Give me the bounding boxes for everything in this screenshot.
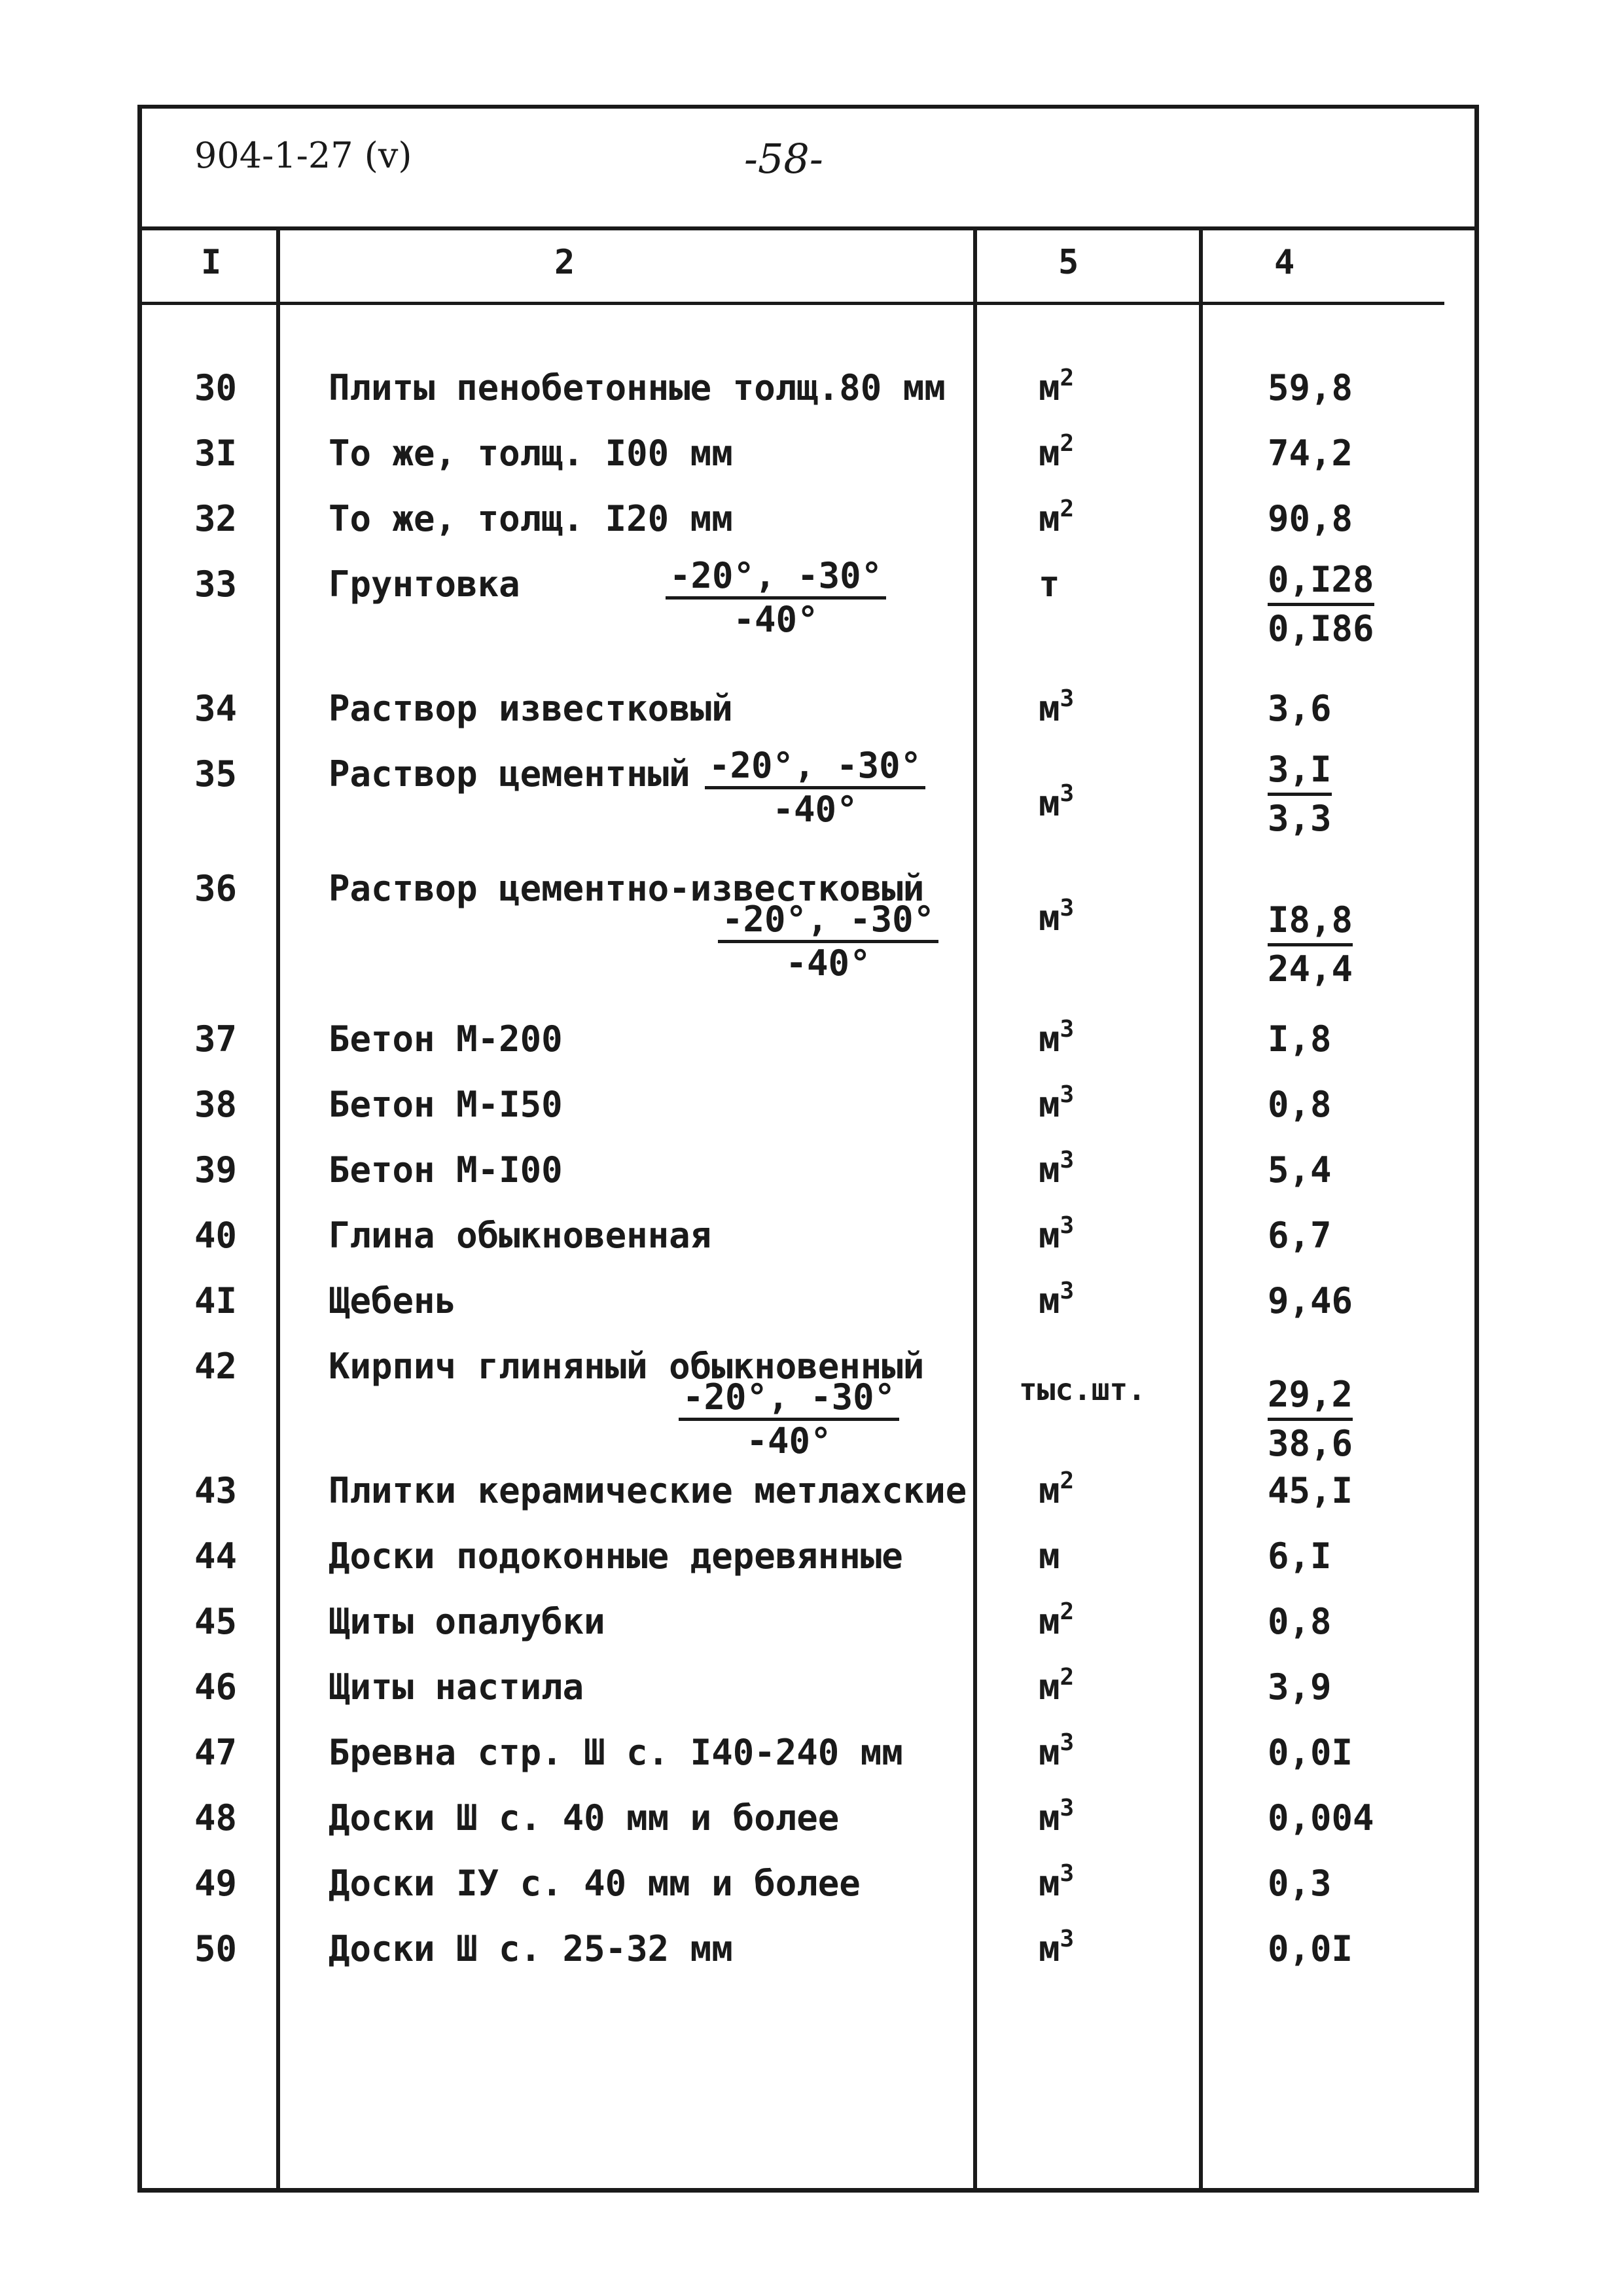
quantity-fraction [1268,557,1374,652]
material-name: Щиты опалубки [329,1601,605,1642]
unit-of-measure: м [1039,1535,1060,1577]
material-name: Доски Ш с. 40 мм и более [329,1797,840,1839]
temperature-range: -20°, -30° [705,745,925,789]
material-name: Раствор цементный [329,753,690,795]
temperature-fraction [666,556,886,640]
row-number: 42 [194,1346,238,1387]
quantity-fraction [1268,897,1353,992]
row-number: 43 [194,1470,238,1511]
unit-of-measure: $м^2$ [1039,1664,1075,1708]
material-name: Щебень [329,1280,457,1321]
temperature-fraction [679,1377,899,1462]
unit-of-measure: $м^3$ [1039,895,1075,939]
unit-of-measure: $м^3$ [1039,1795,1075,1839]
unit-of-measure: $м^3$ [1039,1081,1075,1125]
quantity: 59,8 [1268,367,1353,408]
row-number: 3I [194,433,238,474]
column-header-unit: 5 [1058,243,1079,282]
temperature-low: -40° [785,942,871,984]
material-table-body [142,109,1474,2188]
quantity-normal: 0,I28 [1268,557,1374,606]
temperature-range: -20°, -30° [718,899,938,943]
unit-of-measure: $м^3$ [1039,1016,1075,1060]
material-name: Бетон М-I00 [329,1149,563,1191]
row-number: 39 [194,1149,238,1191]
quantity-fraction [1268,1372,1353,1467]
unit-of-measure: $м^3$ [1039,1278,1075,1321]
quantity: I,8 [1268,1018,1332,1060]
quantity: 6,7 [1268,1215,1332,1256]
unit-of-measure: $м^3$ [1039,1729,1075,1773]
unit-of-measure: $м^3$ [1039,1926,1075,1969]
row-number: 49 [194,1863,238,1904]
material-name: Бревна стр. Ш с. I40-240 мм [329,1732,903,1773]
temperature-low: -40° [746,1420,832,1462]
material-name: Доски Ш с. 25-32 мм [329,1928,733,1969]
row-number: 30 [194,367,238,408]
material-name: Плиты пенобетонные толщ.80 мм [329,367,946,408]
row-number: 40 [194,1215,238,1256]
unit-of-measure: $м^3$ [1039,685,1075,729]
document-code: 904-1-27 (v) [194,135,412,176]
temperature-fraction [718,899,938,984]
quantity: 0,3 [1268,1863,1332,1904]
temperature-range: -20°, -30° [679,1377,899,1421]
temperature-fraction [705,745,925,830]
quantity: 0,8 [1268,1601,1332,1642]
row-number: 36 [194,868,238,909]
temperature-range: -20°, -30° [666,556,886,600]
material-name: Кирпич глиняный обыкновенный [329,1346,925,1387]
row-number: 38 [194,1084,238,1125]
row-number: 47 [194,1732,238,1773]
quantity: 6,I [1268,1535,1332,1577]
material-name: Доски IУ с. 40 мм и более [329,1863,861,1904]
unit-of-measure: $м^3$ [1039,1860,1075,1904]
row-number: 34 [194,688,238,729]
row-number: 46 [194,1666,238,1708]
material-name: Раствор известковый [329,688,733,729]
row-number: 44 [194,1535,238,1577]
unit-of-measure: $м^2$ [1039,365,1075,408]
quantity-normal: 29,2 [1268,1372,1353,1421]
material-name: Раствор цементно-известковый [329,868,925,909]
quantity-fraction [1268,747,1332,842]
row-number: 48 [194,1797,238,1839]
quantity: 0,004 [1268,1797,1374,1839]
material-name: Грунтовка [329,564,520,605]
material-name: Глина обыкновенная [329,1215,712,1256]
quantity: 3,6 [1268,688,1332,729]
material-name: Доски подоконные деревянные [329,1535,903,1577]
quantity: 5,4 [1268,1149,1332,1191]
quantity-normal: I8,8 [1268,897,1353,946]
quantity: 90,8 [1268,498,1353,539]
quantity-cold: 24,4 [1268,948,1353,990]
quantity-cold: 38,6 [1268,1423,1353,1464]
unit-of-measure: $м^3$ [1039,1212,1075,1256]
temperature-low: -40° [733,599,819,640]
column-header-name: 2 [554,243,575,282]
quantity-cold: 3,3 [1268,798,1332,839]
table-frame [137,105,1479,2193]
material-name: Бетон М-200 [329,1018,563,1060]
material-name: Щиты настила [329,1666,584,1708]
unit-of-measure: $м^2$ [1039,495,1075,539]
row-number: 35 [194,753,238,795]
material-name: Бетон М-I50 [329,1084,563,1125]
quantity: 0,0I [1268,1928,1353,1969]
quantity: 0,0I [1268,1732,1353,1773]
unit-of-measure: тыс.шт. [1019,1372,1146,1407]
row-number: 37 [194,1018,238,1060]
quantity: 0,8 [1268,1084,1332,1125]
unit-of-measure: т [1039,564,1060,605]
quantity-normal: 3,I [1268,747,1332,796]
quantity: 3,9 [1268,1666,1332,1708]
quantity: 9,46 [1268,1280,1353,1321]
row-number: 50 [194,1928,238,1969]
column-header-quantity: 4 [1274,243,1295,282]
quantity: 45,I [1268,1470,1353,1511]
unit-of-measure: $м^3$ [1039,780,1075,824]
page-number: -58- [744,135,823,183]
row-number: 4I [194,1280,238,1321]
quantity-cold: 0,I86 [1268,608,1374,649]
unit-of-measure: $м^2$ [1039,430,1075,474]
material-name: То же, толщ. I00 мм [329,433,733,474]
unit-of-measure: $м^3$ [1039,1147,1075,1191]
column-header-number: I [201,243,222,282]
row-number: 33 [194,564,238,605]
quantity: 74,2 [1268,433,1353,474]
row-number: 45 [194,1601,238,1642]
material-name: Плитки керамические метлахские [329,1470,967,1511]
row-number: 32 [194,498,238,539]
unit-of-measure: $м^2$ [1039,1598,1075,1642]
temperature-low: -40° [772,789,858,830]
unit-of-measure: $м^2$ [1039,1467,1075,1511]
material-name: То же, толщ. I20 мм [329,498,733,539]
